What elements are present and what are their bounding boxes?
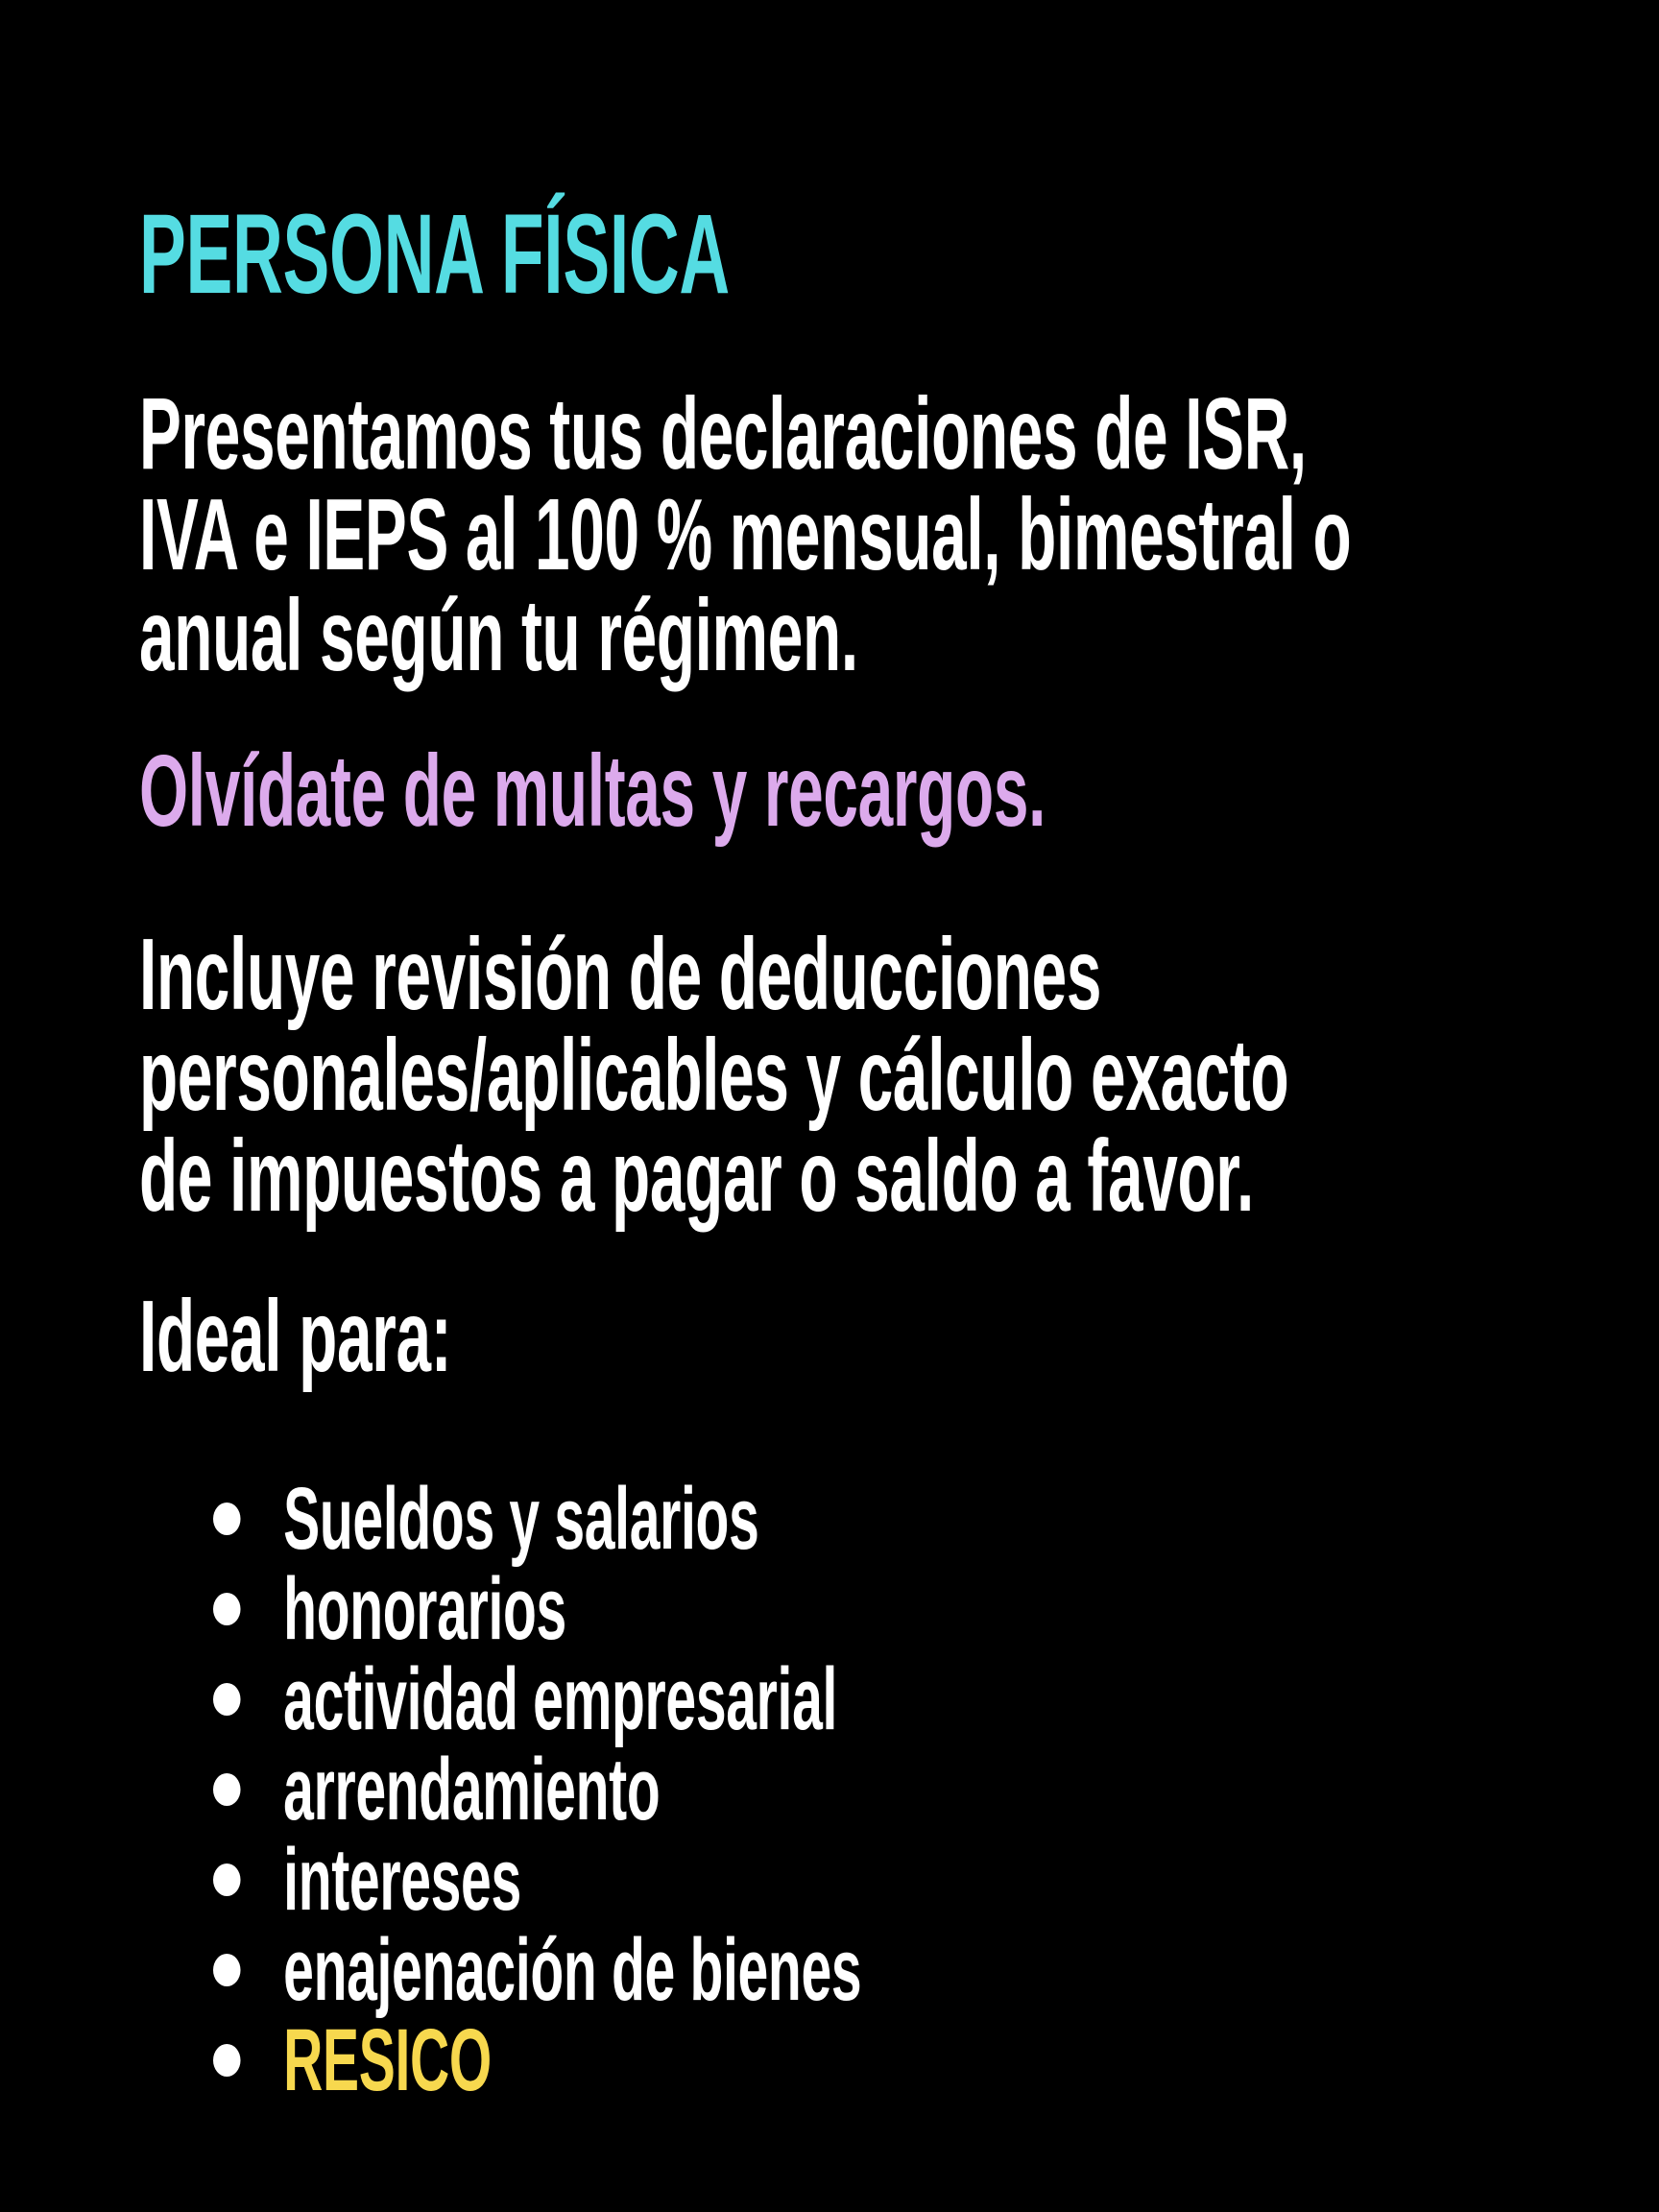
list-item-label: arrendamiento [283,1741,661,1839]
bullet-dot-icon [213,1503,241,1535]
list-item-label: intereses [283,1831,521,1929]
details-line: personales/aplicables y cálculo exacto [139,1019,1289,1132]
ideal-para-list [213,1470,1259,2109]
highlight-section [139,734,1601,848]
list-item [213,1921,862,2019]
intro-line: IVA e IEPS al 100 % mensual, bimestral o [139,478,1352,591]
details-line: de impuestos a pagar o saldo a favor. [139,1119,1254,1233]
details-paragraph [139,918,1659,1233]
details-line: Incluye revisión de deducciones [139,918,1102,1031]
list-item [213,1650,861,1748]
intro-paragraph [139,377,1659,692]
page-title: PERSONA FÍSICA [139,191,730,318]
list-item-label: Sueldos y salarios [283,1470,759,1568]
bullet-dot-icon [213,1863,241,1896]
list-item [213,2011,861,2109]
bullet-dot-icon [213,1954,241,1986]
list-item-label: actividad empresarial [283,1650,838,1748]
list-item-label: honorarios [283,1560,566,1658]
list-item [213,1741,861,1839]
list-item [213,1831,861,1929]
list-item-label: enajenación de bienes [283,1921,862,2019]
bullet-dot-icon [213,1593,241,1625]
highlight-text: Olvídate de multas y recargos. [139,734,1046,848]
list-item [213,1470,861,1568]
list-item [213,1560,861,1658]
bullet-dot-icon [213,1773,241,1806]
intro-line: anual según tu régimen. [139,579,858,692]
intro-line: Presentamos tus declaraciones de ISR, [139,377,1307,491]
ideal-para-heading [139,1280,643,1393]
bullet-dot-icon [213,1683,241,1716]
list-item-label: RESICO [283,2011,492,2109]
title-section [139,191,1092,318]
ideal-para-label: Ideal para: [139,1280,452,1393]
bullet-dot-icon [213,2044,241,2077]
